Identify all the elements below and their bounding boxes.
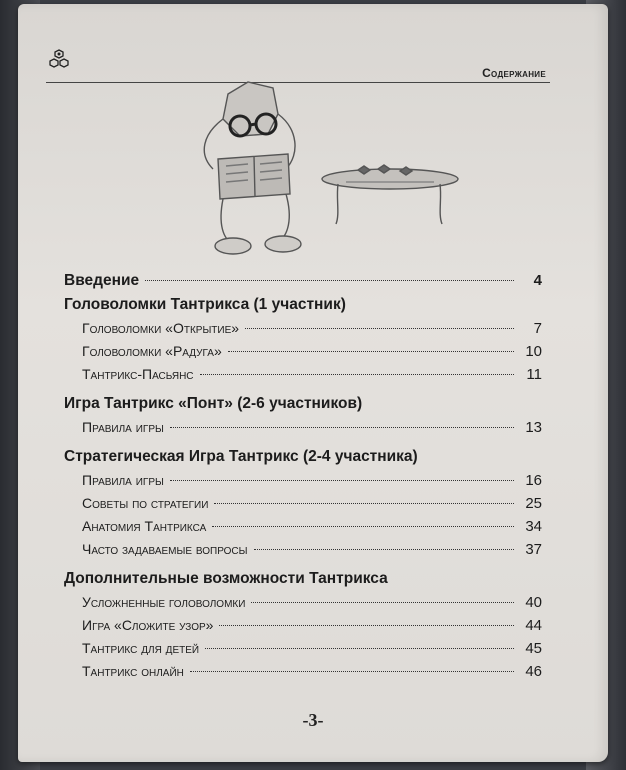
toc-entry [64,518,542,541]
toc-page-number: 10 [525,343,542,360]
toc-page-number: 13 [525,419,542,436]
toc-entry [64,366,542,389]
toc-leader-dots [251,602,514,603]
toc-label: Часто задаваемые вопросы [82,541,248,557]
table-of-contents [64,272,542,686]
toc-entry [64,343,542,366]
toc-page-number: 45 [525,640,542,657]
toc-label: Головоломки «Открытие» [82,320,240,336]
toc-label: Правила игры [82,472,164,488]
toc-leader-dots [145,280,514,281]
toc-leader-dots [190,671,514,672]
toc-label: Головоломки «Радуга» [82,343,222,359]
toc-leader-dots [212,526,514,527]
toc-label: Игра «Сложите узор» [82,617,214,633]
toc-label: Стратегическая Игра Тантрикс (2-4 участника) [64,448,418,465]
toc-label: Головоломки Тантрикса (1 участник) [64,296,346,313]
toc-label: Тантрикс для детей [82,640,200,656]
toc-entry [64,594,542,617]
toc-entry [64,541,542,564]
toc-leader-dots [170,427,514,428]
book-page [18,4,608,762]
toc-leader-dots [205,648,514,649]
toc-leader-dots [170,480,514,481]
toc-page-number: 11 [526,366,542,383]
toc-page-number: 7 [533,320,542,337]
toc-label: Правила игры [82,419,164,435]
toc-leader-dots [254,549,514,550]
reading-character-illustration [178,74,478,264]
toc-section [64,296,542,320]
toc-label: Анатомия Тантрикса [82,518,207,534]
toc-section [64,395,542,419]
toc-label: Дополнительные возможности Тантрикса [64,570,388,587]
toc-label: Советы по стратегии [82,495,209,511]
toc-label: Введение [64,272,140,289]
toc-leader-dots [219,625,514,626]
toc-leader-dots [214,503,514,504]
toc-entry [64,320,542,343]
toc-label: Игра Тантрикс «Понт» (2-6 участников) [64,395,363,412]
toc-leader-dots [245,328,514,329]
toc-page-number: 25 [525,495,542,512]
toc-page-number: 4 [533,272,542,289]
toc-page-number: 46 [525,663,542,680]
toc-entry [64,495,542,518]
page-number: -3- [302,710,324,730]
toc-section [64,448,542,472]
toc-page-number: 40 [525,594,542,611]
toc-label: Тантрикс онлайн [82,663,184,679]
toc-entry [64,617,542,640]
toc-page-number: 44 [525,617,542,634]
toc-label: Тантрикс-Пасьянс [82,366,194,382]
toc-leader-dots [200,374,514,375]
section-title: Содержание [482,66,546,80]
toc-page-number: 34 [525,518,542,535]
toc-page-number: 37 [525,541,542,558]
toc-entry [64,419,542,442]
toc-section [64,570,542,594]
toc-leader-dots [228,351,514,352]
toc-entry [64,663,542,686]
toc-page-number: 16 [525,472,542,489]
toc-entry [64,472,542,495]
toc-label: Усложненные головоломки [82,594,246,610]
toc-entry [64,640,542,663]
toc-section [64,272,542,296]
puzzle-pieces-icon [48,48,70,70]
